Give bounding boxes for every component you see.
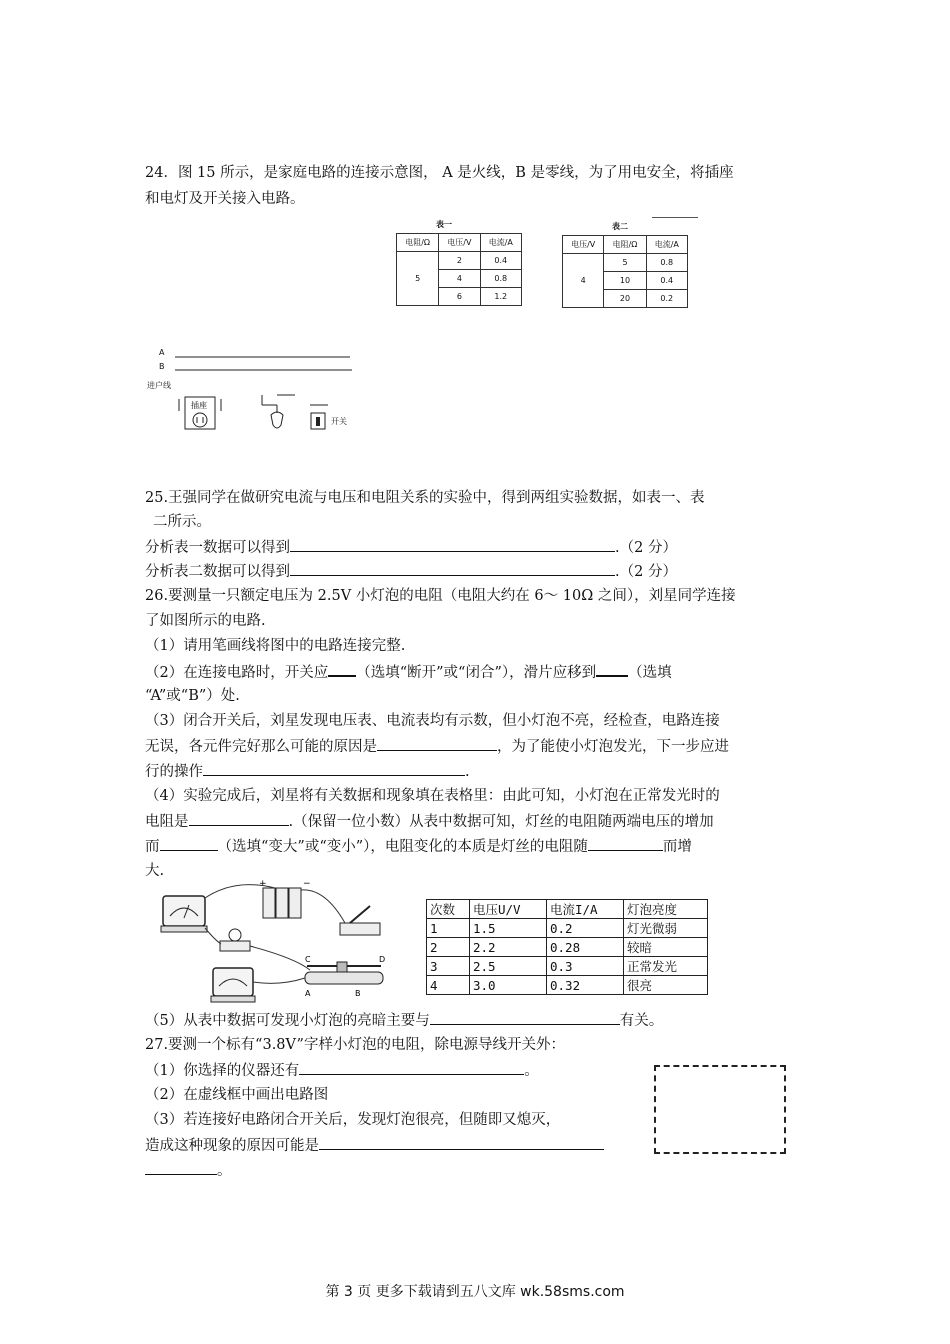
svg-text:D: D xyxy=(379,955,386,964)
q27-line2 xyxy=(145,1060,539,1081)
table1-cell: 6 xyxy=(439,288,480,306)
q26-cause-blank[interactable] xyxy=(588,836,663,851)
table3-header: 电流I/A xyxy=(547,900,624,919)
q26-text: （选填“变大”或“变小”），电阻变化的本质是灯丝的电阻随 xyxy=(217,839,588,855)
q26-line11 xyxy=(145,836,692,857)
table3-header: 电压U/V xyxy=(470,900,547,919)
q26-text: （选填“断开”或“闭合”），滑片应移到 xyxy=(356,665,597,681)
table2-cell: 0.8 xyxy=(646,254,687,272)
battery-icon xyxy=(259,879,311,918)
q26-line5: “A”或“B”）处. xyxy=(145,688,240,704)
q25-answer-blank-2[interactable] xyxy=(290,561,615,576)
table3-cell: 2.5 xyxy=(470,957,547,976)
table3-header: 灯泡亮度 xyxy=(624,900,708,919)
table1-header: 电流/A xyxy=(480,234,521,252)
table3-cell: 很亮 xyxy=(624,976,708,995)
table2-header: 电阻/Ω xyxy=(604,236,646,254)
q26-text: 而 xyxy=(145,839,160,855)
circuit-drawing xyxy=(145,345,360,435)
page-footer: 第 3 页 更多下载请到五八文库 wk.58sms.com xyxy=(325,1284,625,1300)
q26-text: 无误，各元件完好那么可能的原因是 xyxy=(145,739,377,755)
q24-line2: 和电灯及开关接入电路。 xyxy=(145,191,305,207)
table2-fixed: 4 xyxy=(563,254,604,308)
circuit-drawing-box[interactable] xyxy=(654,1065,786,1154)
q26-switch-blank[interactable] xyxy=(328,661,356,677)
switch-icon xyxy=(340,906,380,935)
socket-symbol xyxy=(179,397,221,429)
q25-line4 xyxy=(145,561,677,582)
q26-text: .（保留一位小数）从表中数据可知，灯丝的电阻随两端电压的增加 xyxy=(288,814,714,830)
table1-title: 表一 xyxy=(436,220,452,229)
q27-cause-blank-1[interactable] xyxy=(319,1135,604,1150)
table3-cell: 灯光微弱 xyxy=(624,919,708,938)
q26-text: 电阻是 xyxy=(145,814,189,830)
socket-label: 插座 xyxy=(191,401,207,410)
table1-cell: 0.4 xyxy=(480,252,521,270)
q27-text: 。 xyxy=(524,1063,539,1079)
table3-cell: 4 xyxy=(427,976,470,995)
table2-header: 电流/A xyxy=(646,236,687,254)
table3-cell: 0.28 xyxy=(547,938,624,957)
table3 xyxy=(426,899,708,995)
table3-cell: 2 xyxy=(427,938,470,957)
svg-text:+: + xyxy=(259,879,267,889)
q26-operation-blank[interactable] xyxy=(203,761,465,776)
bulb-icon xyxy=(220,929,250,951)
table2-title: 表二 xyxy=(612,222,628,231)
wire-a-label: A xyxy=(159,348,165,357)
svg-text:C: C xyxy=(305,955,311,964)
q26-slider-blank[interactable] xyxy=(596,661,628,677)
q26-line4 xyxy=(145,661,672,683)
q27-line3: （2）在虚线框中画出电路图 xyxy=(145,1087,329,1103)
q26-text: ，为了能使小灯泡发光，下一步应进 xyxy=(497,739,729,755)
q24-line1: 24．图 15 所示，是家庭电路的连接示意图， A 是火线，B 是零线，为了用电安全，将插座 xyxy=(145,165,734,181)
table2-cell: 20 xyxy=(604,290,646,308)
q26-brightness-blank[interactable] xyxy=(430,1010,620,1025)
table1-header: 电压/V xyxy=(439,234,480,252)
q25-answer-blank-1[interactable] xyxy=(290,537,615,552)
q27-line5 xyxy=(145,1135,604,1156)
table1 xyxy=(396,233,522,306)
experiment-apparatus-illustration xyxy=(155,878,400,1006)
table3-cell: 0.32 xyxy=(547,976,624,995)
q26-line6: （3）闭合开关后，刘星发现电压表、电流表均有示数，但小灯泡不亮，经检查，电路连接 xyxy=(145,713,720,729)
q26-line13 xyxy=(145,1010,663,1031)
table1-cell: 1.2 xyxy=(480,288,521,306)
table1-header: 电阻/Ω xyxy=(397,234,439,252)
table3-cell: 0.3 xyxy=(547,957,624,976)
q26-trend-blank[interactable] xyxy=(160,836,218,851)
table2-header: 电压/V xyxy=(563,236,604,254)
table3-cell: 正常发光 xyxy=(624,957,708,976)
svg-text:B: B xyxy=(355,989,361,998)
table3-cell: 3.0 xyxy=(470,976,547,995)
q26-text: . xyxy=(465,764,470,780)
q26-text: （选填 xyxy=(628,665,672,681)
table2 xyxy=(562,235,688,308)
q26-text: 有关。 xyxy=(619,1013,664,1029)
q27-text: （1）你选择的仪器还有 xyxy=(145,1063,300,1079)
q26-text: （5）从表中数据可发现小灯泡的亮暗主要与 xyxy=(145,1013,430,1029)
q26-text: 而增 xyxy=(662,839,692,855)
q27-line6 xyxy=(145,1160,232,1181)
switch-label: 开关 xyxy=(331,417,347,426)
rheostat-icon xyxy=(305,955,385,998)
q27-line4: （3）若连接好电路闭合开关后，发现灯泡很亮，但随即又熄灭， xyxy=(145,1112,561,1128)
q27-text: 造成这种现象的原因可能是 xyxy=(145,1138,319,1154)
table2-cell: 0.4 xyxy=(646,272,687,290)
incoming-line-label: 进户线 xyxy=(147,381,171,390)
q26-resistance-blank[interactable] xyxy=(189,811,289,826)
q26-text: 行的操作 xyxy=(145,764,203,780)
table3-cell: 3 xyxy=(427,957,470,976)
switch-symbol xyxy=(310,405,328,429)
table1-cell: 2 xyxy=(439,252,480,270)
svg-text:A: A xyxy=(305,989,311,998)
q26-line3: （1）请用笔画线将图中的电路连接完整. xyxy=(145,638,406,654)
q25-line1: 25.王强同学在做研究电流与电压和电阻关系的实验中，得到两组实验数据，如表一、表 xyxy=(145,490,705,506)
q25-text: 分析表一数据可以得到 xyxy=(145,540,290,556)
q26-line10 xyxy=(145,811,714,832)
ammeter-icon xyxy=(211,968,255,1002)
q26-line2: 了如图所示的电路. xyxy=(145,613,266,629)
table1-fixed: 5 xyxy=(397,252,439,306)
table2-cell: 5 xyxy=(604,254,646,272)
table1-cell: 4 xyxy=(439,270,480,288)
q26-line12: 大. xyxy=(145,863,165,879)
table1-cell: 0.8 xyxy=(480,270,521,288)
q25-text: 分析表二数据可以得到 xyxy=(145,564,290,580)
table2-cell: 10 xyxy=(604,272,646,290)
q26-line8 xyxy=(145,761,470,782)
table2-cell: 0.2 xyxy=(646,290,687,308)
q25-text: .（2 分） xyxy=(615,564,677,580)
lamp-symbol xyxy=(262,395,295,428)
household-circuit-diagram xyxy=(145,345,360,435)
q25-line2: 二所示。 xyxy=(153,514,211,530)
q26-reason-blank[interactable] xyxy=(377,736,497,751)
table3-cell: 1.5 xyxy=(470,919,547,938)
q27-line1: 27.要测一个标有“3.8V”字样小灯泡的电阻，除电源导线开关外： xyxy=(145,1037,565,1053)
table3-cell: 0.2 xyxy=(547,919,624,938)
wire-b-label: B xyxy=(159,362,165,371)
q26-text: （2）在连接电路时，开关应 xyxy=(145,665,329,681)
table3-cell: 2.2 xyxy=(470,938,547,957)
q27-cause-blank-2[interactable] xyxy=(145,1160,217,1175)
q26-line9: （4）实验完成后，刘星将有关数据和现象填在表格里：由此可知，小灯泡在正常发光时的 xyxy=(145,788,720,804)
q25-line3 xyxy=(145,537,677,558)
q26-line7 xyxy=(145,736,729,757)
table2-rule xyxy=(652,217,698,218)
q26-line1: 26.要测量一只额定电压为 2.5V 小灯泡的电阻（电阻大约在 6～ 10Ω 之间），刘星同学连接 xyxy=(145,588,736,604)
q27-instrument-blank[interactable] xyxy=(299,1060,524,1075)
q27-text: 。 xyxy=(217,1163,232,1179)
table3-cell: 较暗 xyxy=(624,938,708,957)
table3-header: 次数 xyxy=(427,900,470,919)
table3-cell: 1 xyxy=(427,919,470,938)
voltmeter-icon xyxy=(161,896,207,932)
svg-text:−: − xyxy=(303,879,311,889)
q25-text: .（2 分） xyxy=(615,540,677,556)
